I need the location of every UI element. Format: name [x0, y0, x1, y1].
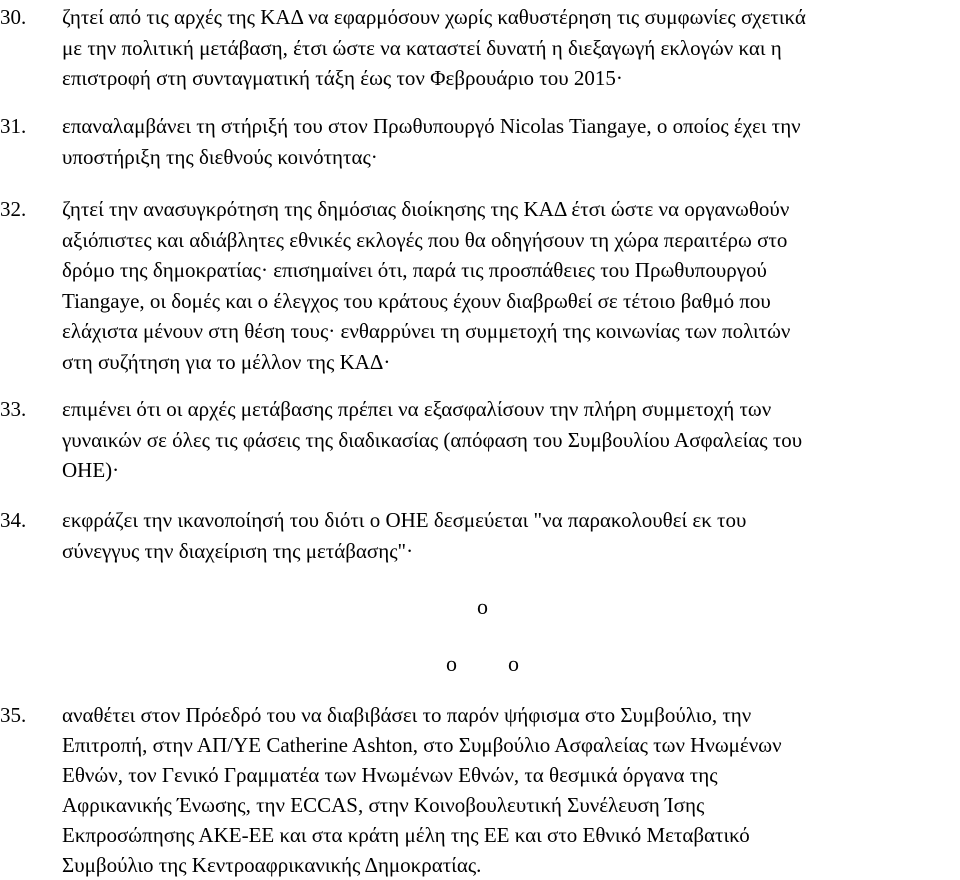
paragraph-body: [62, 194, 942, 377]
paragraph-line: σύνεγγυς την διαχείριση της μετάβασης"·: [62, 538, 414, 563]
paragraph-body: [62, 505, 942, 566]
paragraph-line: Αφρικανικής Ένωσης, την ECCAS, στην Κοινοβουλευτική Συνέλευση Ίσης: [62, 793, 705, 817]
paragraph-line: Εκπροσώπησης ΑΚΕ-ΕΕ και στα κράτη μέλη της ΕΕ και στο Εθνικό Μεταβατικό: [62, 823, 750, 847]
paragraph-line: επιμένει ότι οι αρχές μετάβασης πρέπει να εξασφαλίσουν την πλήρη συμμετοχή των: [62, 397, 772, 421]
paragraph-line: εκφράζει την ικανοποίησή του διότι ο ΟΗΕ δεσμεύεται "να παρακολουθεί εκ του: [62, 508, 747, 532]
paragraph-number: 33.: [0, 397, 27, 421]
paragraph-line: αναθέτει στον Πρόεδρό του να διαβιβάσει το παρόν ψήφισμα στο Συμβούλιο, την: [62, 703, 752, 727]
paragraph-line: επαναλαμβάνει τη στήριξή του στον Πρωθυπουργό Nicolas Tiangaye, ο οποίος έχει την: [62, 114, 801, 138]
paragraph-line: υποστήριξη της διεθνούς κοινότητας·: [62, 144, 378, 169]
paragraph-body: [62, 394, 942, 486]
paragraph-number: 30.: [0, 5, 27, 29]
paragraph-line: Επιτροπή, στην ΑΠ/ΥΕ Catherine Ashton, στο Συμβούλιο Ασφαλείας των Ηνωμένων: [62, 733, 782, 757]
paragraph-body: [62, 2, 942, 94]
paragraph-line: Εθνών, τον Γενικό Γραμματέα των Ηνωμένων Εθνών, τα θεσμικά όργανα της: [62, 763, 718, 787]
paragraph-number: 34.: [0, 508, 27, 532]
paragraph-line: Συμβούλιο της Κεντροαφρικανικής Δημοκρατίας.: [62, 853, 482, 877]
separator-mark: o: [508, 651, 519, 676]
paragraph-body: [62, 700, 942, 880]
paragraph-number: 32.: [0, 197, 27, 221]
paragraph-line: ελάχιστα μένουν στη θέση τους· ενθαρρύνει τη συμμετοχή της κοινωνίας των πολιτών: [62, 319, 791, 343]
paragraph-line: ζητεί από τις αρχές της ΚΑΔ να εφαρμόσουν χωρίς καθυστέρηση τις συμφωνίες σχετικά: [62, 5, 806, 29]
paragraph-line: γυναικών σε όλες τις φάσεις της διαδικασίας (απόφαση του Συμβουλίου Ασφαλείας του: [62, 427, 803, 452]
paragraph-number: 31.: [0, 114, 27, 138]
paragraph-line: στη συζήτηση για το μέλλον της ΚΑΔ·: [62, 349, 391, 374]
paragraph-line: με την πολιτική μετάβαση, έτσι ώστε να καταστεί δυνατή η διεξαγωγή εκλογών και η: [62, 35, 782, 60]
paragraph-line: ζητεί την ανασυγκρότηση της δημόσιας διοίκησης της ΚΑΔ έτσι ώστε να οργανωθούν: [62, 197, 790, 221]
separator-mark: o: [446, 651, 457, 676]
paragraph-line: αξιόπιστες και αδιάβλητες εθνικές εκλογές που θα οδηγήσουν τη χώρα περαιτέρω στο: [62, 227, 788, 252]
paragraph-body: [62, 111, 942, 172]
separator-mark: o: [477, 594, 488, 619]
paragraph-number: 35.: [0, 703, 27, 727]
paragraph-line: δρόμο της δημοκρατίας· επισημαίνει ότι, παρά τις προσπάθειες του Πρωθυπουργού: [62, 258, 767, 282]
paragraph-line: ΟΗΕ)·: [62, 458, 120, 482]
paragraph-line: επιστροφή στη συνταγματική τάξη έως τον Φεβρουάριο του 2015·: [62, 66, 623, 90]
paragraph-line: Tiangaye, οι δομές και ο έλεγχος του κράτους έχουν διαβρωθεί σε τέτοιο βαθμό που: [62, 288, 771, 313]
